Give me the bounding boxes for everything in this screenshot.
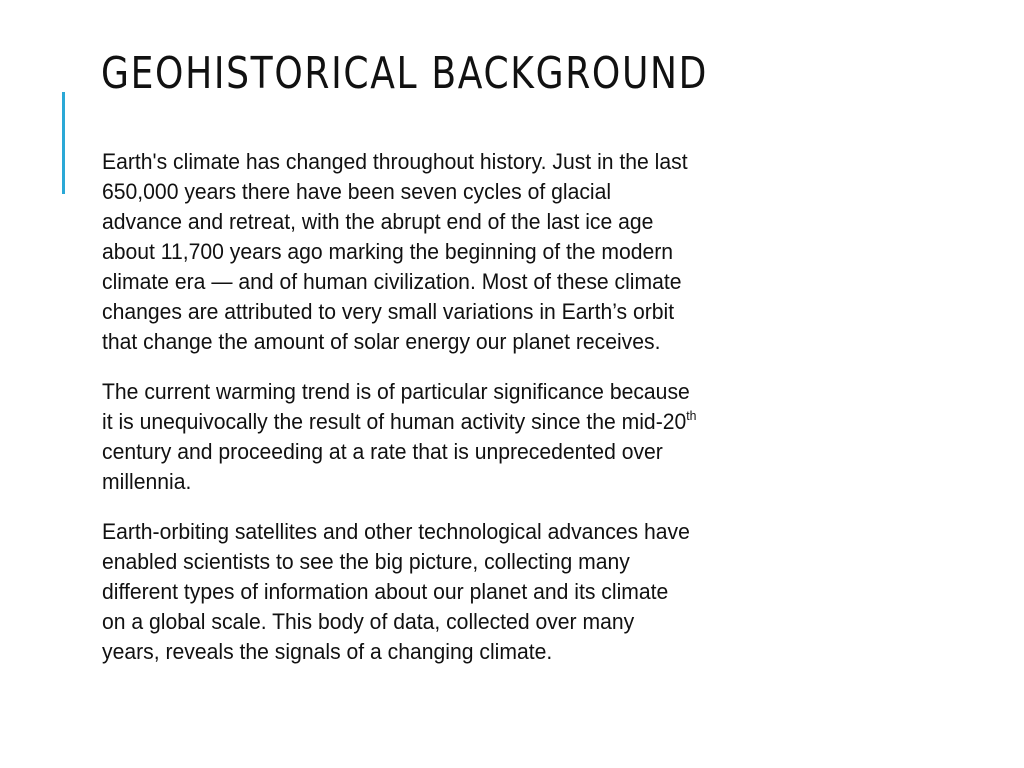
text-line-content: it is unequivocally the result of human activity since the mid-20 — [102, 409, 687, 434]
text-line — [102, 407, 873, 437]
text-line: climate era — and of human civilization. Most of these climate — [102, 269, 682, 294]
text-line: Earth's climate has changed throughout history. Just in the last — [102, 149, 688, 174]
text-line: that change the amount of solar energy our planet receives. — [102, 329, 661, 354]
text-line: about 11,700 years ago marking the beginning of the modern — [102, 239, 674, 264]
paragraph-current-warming — [102, 377, 922, 497]
slide-title: GEOHISTORICAL BACKGROUND — [101, 48, 709, 99]
text-line: on a global scale. This body of data, collected over many — [102, 609, 635, 634]
text-line: changes are attributed to very small variations in Earth’s orbit — [102, 299, 675, 324]
slide-body — [102, 147, 922, 687]
text-line: years, reveals the signals of a changing climate. — [102, 639, 553, 664]
text-line: different types of information about our planet and its climate — [102, 579, 669, 604]
text-line: century and proceeding at a rate that is unprecedented over — [102, 439, 663, 464]
text-line: Earth-orbiting satellites and other technological advances have — [102, 519, 690, 544]
text-line: advance and retreat, with the abrupt end of the last ice age — [102, 209, 654, 234]
text-line: 650,000 years there have been seven cycles of glacial — [102, 179, 612, 204]
text-line: The current warming trend is of particular significance because — [102, 379, 690, 404]
text-line: enabled scientists to see the big picture, collecting many — [102, 549, 630, 574]
text-line: millennia. — [102, 469, 192, 494]
superscript: th — [686, 408, 697, 423]
paragraph-climate-history — [102, 147, 922, 357]
paragraph-satellites — [102, 517, 922, 667]
accent-line — [62, 92, 65, 194]
